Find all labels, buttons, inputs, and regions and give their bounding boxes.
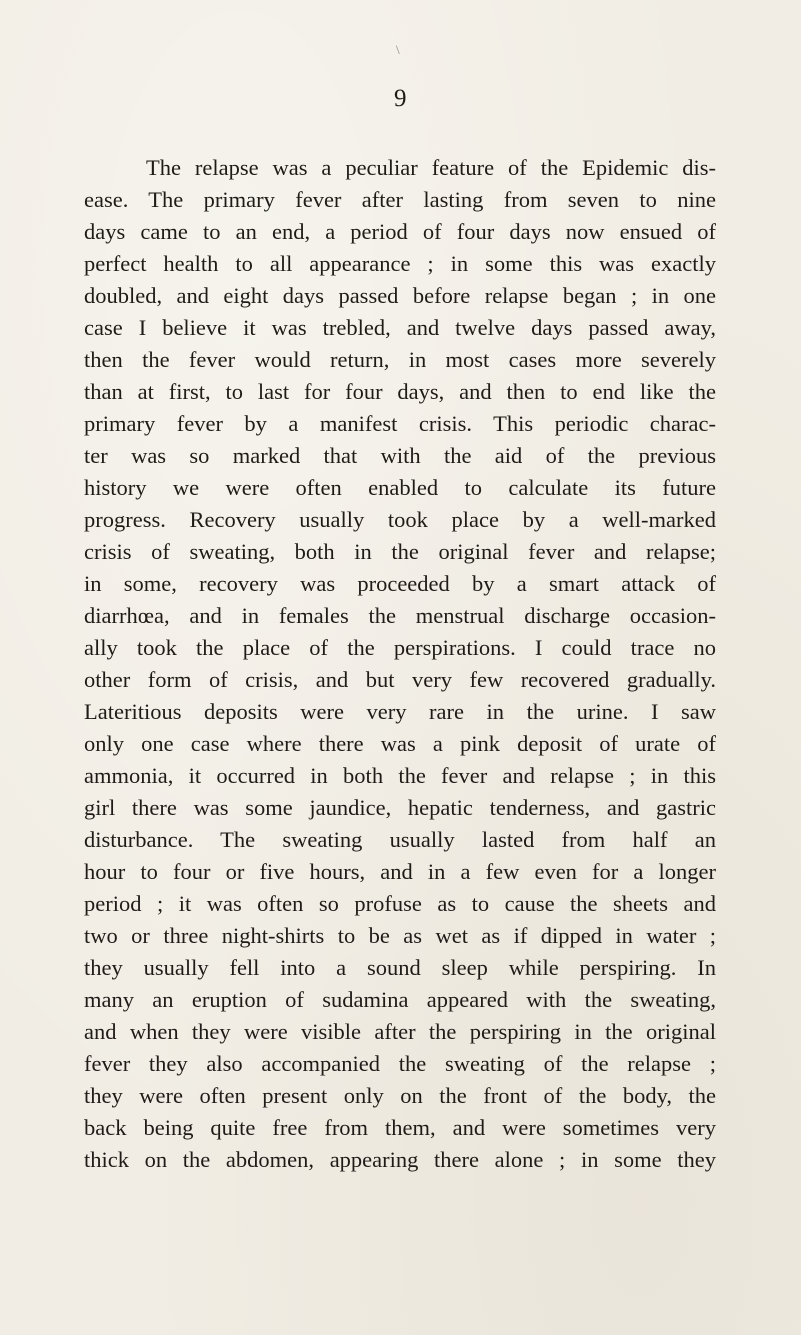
text-line: and when they were visible after the perspiring in the original [84,1019,716,1044]
text-line: doubled, and eight days passed before relapse began ; in one [84,283,716,308]
text-line: Lateritious deposits were very rare in the urine. I saw [84,699,716,724]
text-line: many an eruption of sudamina appeared with the sweating, [84,987,716,1012]
text-line: than at first, to last for four days, and then to end like the [84,379,716,404]
page-number: 9 [394,85,407,112]
text-line: ease. The primary fever after lasting from seven to nine [84,187,716,212]
text-line: back being quite free from them, and were sometimes very [84,1115,716,1140]
text-line: hour to four or five hours, and in a few even for a longer [84,859,716,884]
text-line: other form of crisis, and but very few recovered gradually. [84,667,716,692]
text-line: ter was so marked that with the aid of the previous [84,443,716,468]
text-line: then the fever would return, in most cases more severely [84,347,716,372]
text-line: days came to an end, a period of four days now ensued of [84,219,716,244]
text-line: The relapse was a peculiar feature of the Epidemic dis- [146,155,716,180]
text-line: case I believe it was trebled, and twelve days passed away, [84,315,716,340]
text-line: thick on the abdomen, appearing there alone ; in some they [84,1147,716,1172]
text-line: period ; it was often so profuse as to cause the sheets and [84,891,716,916]
text-line: they were often present only on the front of the body, the [84,1083,716,1108]
text-line: only one case where there was a pink deposit of urate of [84,731,716,756]
text-line: girl there was some jaundice, hepatic tenderness, and gastric [84,795,716,820]
margin-mark: \ [396,42,400,57]
text-line: progress. Recovery usually took place by a well-marked [84,507,716,532]
text-line: ally took the place of the perspirations. I could trace no [84,635,716,660]
text-line: fever they also accompanied the sweating of the relapse ; [84,1051,716,1076]
text-line: diarrhœa, and in females the menstrual discharge occasion- [84,603,716,628]
text-line: they usually fell into a sound sleep while perspiring. In [84,955,716,980]
text-line: ammonia, it occurred in both the fever and relapse ; in this [84,763,716,788]
text-line: in some, recovery was proceeded by a smart attack of [84,571,716,596]
text-line: history we were often enabled to calculate its future [84,475,716,500]
text-line: disturbance. The sweating usually lasted from half an [84,827,716,852]
body-text [84,152,716,1176]
text-line: two or three night-shirts to be as wet as if dipped in water ; [84,923,716,948]
text-line: primary fever by a manifest crisis. This periodic charac- [84,411,716,436]
text-line: perfect health to all appearance ; in some this was exactly [84,251,716,276]
text-line: crisis of sweating, both in the original fever and relapse; [84,539,716,564]
